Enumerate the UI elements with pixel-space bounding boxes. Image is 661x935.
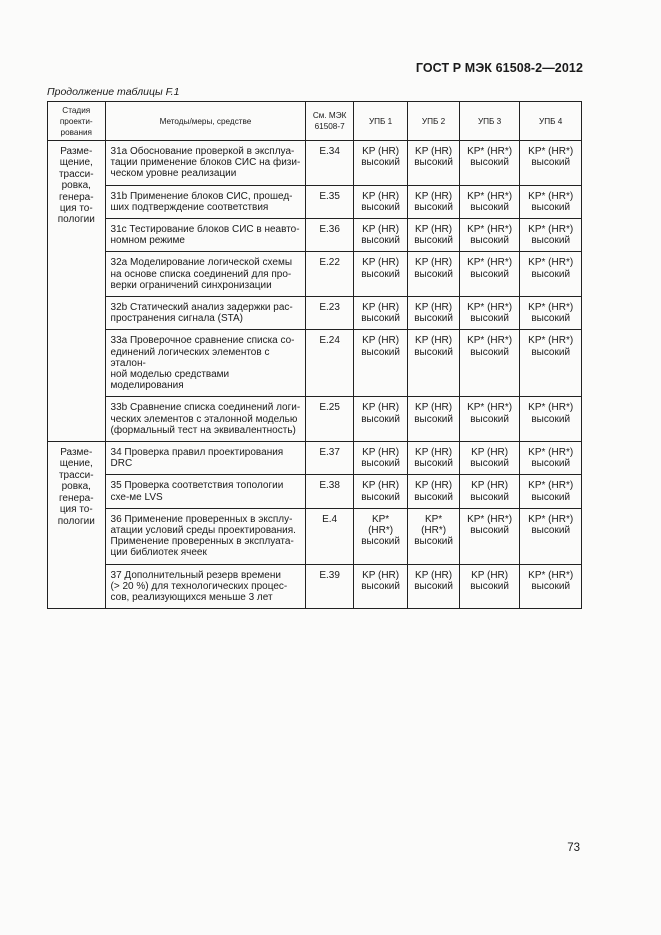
method-line: 37 Дополнительный резерв времени [110,569,281,581]
upb3-cell [459,141,520,186]
table-row [48,475,582,508]
upb4-line: KP* (HR*) [528,513,574,525]
upb1-line: KP (HR) [362,569,400,581]
method-line: 36 Применение проверенных в эксплу- [110,513,293,525]
upb4-line: высокий [531,580,571,592]
ref-cell: E.22 [306,252,353,297]
upb4-line: KP* (HR*) [528,190,574,202]
stage-cell [48,442,106,609]
upb3-line: KP* (HR*) [467,402,513,414]
upb2-line: высокий [414,491,453,503]
upb1-line: высокий [361,458,400,470]
upb2-line: KP (HR) [415,224,453,236]
method-cell [105,475,306,508]
upb4-line: высокий [531,235,571,247]
col-upb1-header: УПБ 1 [353,102,408,141]
method-line: ческих элементов с эталонной моделью [110,413,298,425]
upb1-line: KP (HR) [362,480,400,492]
table-row [48,442,582,475]
method-line: ции библиотек ячеек [110,547,207,559]
upb4-cell [520,252,582,297]
stage-cell [48,141,106,442]
upb4-line: KP* (HR*) [528,224,574,236]
ref-cell: E.39 [306,564,353,609]
upb1-line: высокий [361,346,400,358]
upb4-line: высокий [531,525,571,537]
upb1-line: высокий [361,491,400,503]
col-stage-line: Стадия [62,105,91,115]
upb4-cell [520,397,582,442]
upb3-line: высокий [470,157,509,169]
upb2-line: высокий [414,157,453,169]
method-line: ной моделью средствами моделирования [110,369,230,392]
method-line: сов, реализующихся меньше 3 лет [110,592,273,604]
upb4-line: KP* (HR*) [528,146,574,157]
ref-cell: E.23 [306,297,353,330]
stage-line: ровка, [61,481,91,493]
method-line: (> 20 %) для технологических процес- [110,580,288,592]
upb1-cell [353,252,408,297]
upb3-cell [459,397,520,442]
method-line: пространения сигнала (STA) [110,313,244,325]
table-header-row [48,102,582,141]
table-row [48,397,582,442]
ref-cell: E.25 [306,397,353,442]
method-line: номном режиме [110,235,185,247]
upb1-line: (HR*) [368,525,394,537]
stage-line: ровка, [61,180,91,192]
method-line: 34 Проверка правил проектирования [110,447,284,459]
upb1-line: высокий [361,580,400,592]
upb3-line: высокий [470,268,509,280]
stage-line: пологии [57,214,95,226]
method-line: (формальный тест на эквивалентность) [110,424,296,436]
method-cell [105,185,306,218]
upb2-line: KP (HR) [415,402,453,414]
method-cell [105,564,306,609]
col-methods-header: Методы/меры, средстве [105,102,306,141]
upb2-cell [408,252,459,297]
upb2-cell [408,330,459,397]
upb2-line: высокий [414,313,453,325]
upb2-line: KP (HR) [415,257,453,269]
table-row [48,330,582,397]
document-header: ГОСТ Р МЭК 61508-2—2012 [415,61,583,75]
method-line: 33a Проверочное сравнение списка со- [110,335,295,347]
upb4-cell [520,564,582,609]
upb2-line: KP (HR) [415,335,453,347]
upb4-cell [520,475,582,508]
table-row [48,185,582,218]
upb2-cell [408,442,459,475]
upb3-line: KP* (HR*) [467,146,513,157]
upb1-cell [353,185,408,218]
col-stage-line: рования [60,127,92,137]
upb1-cell [353,475,408,508]
upb2-cell [408,508,459,564]
col-stage-line: проекти- [59,116,93,126]
method-line: DRC [110,458,133,470]
upb1-line: KP (HR) [362,224,400,236]
upb3-line: KP* (HR*) [467,335,513,347]
upb1-line: высокий [361,235,400,247]
method-line: на основе списка соединений для про- [110,268,292,280]
stage-line: трасси- [58,168,94,180]
table-row [48,297,582,330]
ref-cell: E.36 [306,219,353,252]
upb4-line: KP* (HR*) [528,447,574,459]
upb3-cell [459,219,520,252]
table-row [48,564,582,609]
table-caption: Продолжение таблицы F.1 [47,86,180,98]
upb2-cell [408,397,459,442]
upb2-line: KP (HR) [415,569,453,581]
upb1-cell [353,508,408,564]
method-line: 32a Моделирование логической схемы [110,257,293,269]
upb2-line: KP* [424,513,443,525]
upb1-cell [353,141,408,186]
upb4-cell [520,219,582,252]
upb3-line: высокий [470,313,509,325]
method-cell [105,442,306,475]
upb1-line: KP (HR) [362,190,400,202]
upb4-cell [520,508,582,564]
upb3-line: KP (HR) [471,447,509,459]
stage-line: генера- [59,191,94,203]
upb2-line: высокий [414,201,453,213]
upb4-cell [520,297,582,330]
requirements-table [47,101,582,609]
upb3-line: KP (HR) [471,569,509,581]
stage-line: пологии [57,515,95,527]
upb3-line: высокий [470,491,509,503]
upb2-line: высокий [414,536,453,548]
upb4-line: KP* (HR*) [528,402,574,414]
method-line: верки ограничений синхронизации [110,279,272,291]
upb3-line: высокий [470,580,509,592]
upb2-line: высокий [414,268,453,280]
upb3-line: высокий [470,413,509,425]
col-upb3-header: УПБ 3 [459,102,520,141]
stage-line: ция то- [59,504,93,516]
stage-line: щение, [59,157,93,169]
page-number: 73 [567,842,580,854]
col-ref-header [306,102,353,141]
method-line: ших подтверждение соответствия [110,201,269,213]
stage-line: трасси- [58,469,94,481]
method-line: 32b Статический анализ задержки рас- [110,302,293,314]
upb3-cell [459,475,520,508]
method-line: 31c Тестирование блоков СИС в неавто- [110,224,300,236]
col-stage-header [48,102,106,141]
upb1-line: KP* [371,513,390,525]
upb4-cell [520,330,582,397]
upb2-line: KP (HR) [415,146,453,157]
stage-line: щение, [59,458,93,470]
method-line: тации применение блоков СИС на физи- [110,157,301,169]
method-line: единений логических элементов с эталон- [110,346,270,369]
ref-cell: E.37 [306,442,353,475]
upb2-line: высокий [414,413,453,425]
col-ref-line: 61508-7 [314,122,345,131]
upb3-cell [459,185,520,218]
stage-line: генера- [59,492,94,504]
upb3-line: KP (HR) [471,480,509,492]
upb3-line: высокий [470,235,509,247]
upb2-cell [408,297,459,330]
upb4-line: высокий [531,458,571,470]
upb1-line: KP (HR) [362,447,400,459]
method-line: схе-ме LVS [110,491,163,503]
upb1-line: высокий [361,413,400,425]
upb1-line: KP (HR) [362,302,400,314]
stage-line: Разме- [60,146,93,157]
upb4-line: высокий [531,313,571,325]
upb2-cell [408,219,459,252]
method-line: атации условий среды проектирования. [110,525,296,537]
upb2-cell [408,564,459,609]
upb2-line: высокий [414,580,453,592]
stage-line: Разме- [60,447,93,459]
method-cell [105,297,306,330]
method-line: 31b Применение блоков СИС, прошед- [110,190,293,202]
method-cell [105,397,306,442]
table-body [48,141,582,609]
upb4-line: KP* (HR*) [528,569,574,581]
upb2-line: KP (HR) [415,447,453,459]
upb2-cell [408,185,459,218]
method-cell [105,219,306,252]
upb2-line: KP (HR) [415,302,453,314]
ref-cell: E.34 [306,141,353,186]
upb3-line: высокий [470,458,509,470]
upb1-cell [353,219,408,252]
upb4-line: высокий [531,413,571,425]
upb2-line: (HR*) [421,525,447,537]
method-cell [105,141,306,186]
method-line: ческом уровне реализации [110,168,237,180]
upb3-line: высокий [470,201,509,213]
method-line: 35 Проверка соответствия топологии [110,480,284,492]
upb2-line: высокий [414,235,453,247]
col-upb4-header: УПБ 4 [520,102,582,141]
upb3-line: KP* (HR*) [467,224,513,236]
upb1-line: высокий [361,536,400,548]
upb4-line: высокий [531,157,571,169]
upb3-cell [459,442,520,475]
col-ref-line: См. МЭК [312,111,347,120]
upb1-cell [353,442,408,475]
upb2-line: KP (HR) [415,480,453,492]
upb3-line: высокий [470,346,509,358]
upb1-line: KP (HR) [362,257,400,269]
upb4-cell [520,185,582,218]
table-row [48,219,582,252]
upb1-cell [353,397,408,442]
upb4-cell [520,141,582,186]
upb4-cell [520,442,582,475]
upb3-cell [459,330,520,397]
upb3-cell [459,564,520,609]
method-line: Применение проверенных в эксплуата- [110,536,294,548]
method-line: 31a Обоснование проверкой в эксплуа- [110,146,295,157]
upb4-line: высокий [531,268,571,280]
upb1-line: KP (HR) [362,335,400,347]
upb2-line: KP (HR) [415,190,453,202]
upb1-line: высокий [361,157,400,169]
upb4-line: высокий [531,346,571,358]
upb1-line: KP (HR) [362,402,400,414]
upb1-line: высокий [361,201,400,213]
table-row [48,508,582,564]
upb3-line: высокий [470,525,509,537]
upb1-cell [353,564,408,609]
upb4-line: высокий [531,491,571,503]
col-upb2-header: УПБ 2 [408,102,459,141]
ref-cell: E.35 [306,185,353,218]
upb2-cell [408,141,459,186]
ref-cell: E.38 [306,475,353,508]
upb3-line: KP* (HR*) [467,302,513,314]
upb4-line: KP* (HR*) [528,302,574,314]
stage-line: ция то- [59,203,93,215]
upb3-cell [459,297,520,330]
upb3-line: KP* (HR*) [467,257,513,269]
upb3-line: KP* (HR*) [467,513,513,525]
upb1-line: высокий [361,268,400,280]
upb1-line: высокий [361,313,400,325]
table-row [48,252,582,297]
upb2-line: высокий [414,346,453,358]
upb4-line: KP* (HR*) [528,335,574,347]
upb4-line: KP* (HR*) [528,257,574,269]
ref-cell: E.24 [306,330,353,397]
upb1-cell [353,297,408,330]
upb4-line: KP* (HR*) [528,480,574,492]
table-row [48,141,582,186]
upb3-cell [459,252,520,297]
upb1-line: KP (HR) [362,146,400,157]
upb1-cell [353,330,408,397]
upb4-line: высокий [531,201,571,213]
upb2-line: высокий [414,458,453,470]
method-cell [105,252,306,297]
ref-cell: E.4 [306,508,353,564]
upb2-cell [408,475,459,508]
upb3-cell [459,508,520,564]
method-cell [105,508,306,564]
upb3-line: KP* (HR*) [467,190,513,202]
method-line: 33b Сравнение списка соединений логи- [110,402,301,414]
method-cell [105,330,306,397]
